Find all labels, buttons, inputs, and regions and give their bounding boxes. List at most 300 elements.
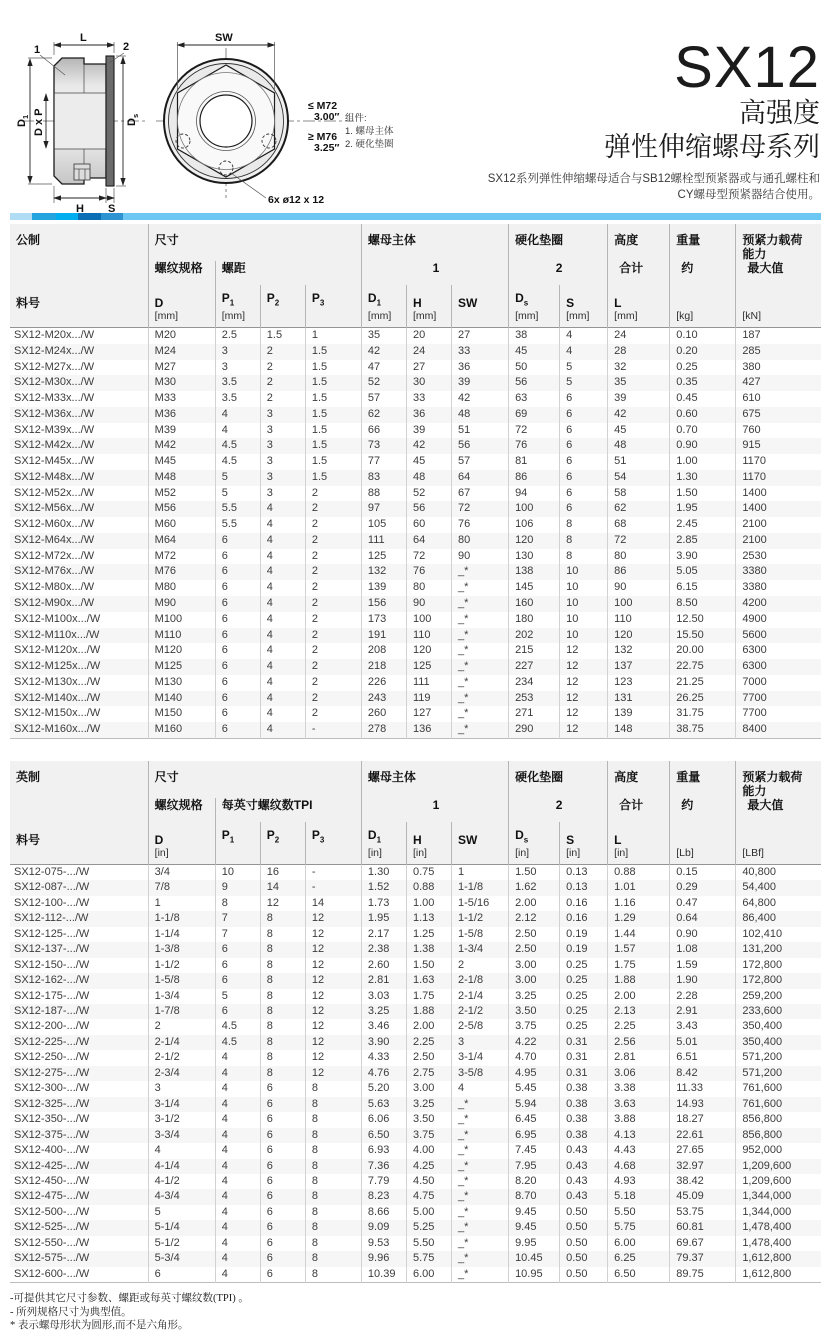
part-number-cell: SX12-M125x.../W xyxy=(14,660,101,673)
value-cell: 1.00 xyxy=(670,454,736,470)
value-cell: 76 xyxy=(452,517,509,533)
value-cell: 52 xyxy=(361,375,406,391)
part-number-cell: SX12-M120x.../W xyxy=(14,644,101,657)
table-row xyxy=(10,722,821,738)
footnote: - 所列规格尺寸为典型值。 xyxy=(10,1306,132,1318)
table-row xyxy=(10,628,821,644)
value-cell: - xyxy=(305,722,361,738)
value-cell: 3.50 xyxy=(509,1004,560,1019)
value-cell: 6 xyxy=(215,722,260,738)
value-cell: 1,344,000 xyxy=(736,1189,821,1204)
value-cell: 6300 xyxy=(736,643,821,659)
column-header: $P_1$ xyxy=(215,822,260,865)
value-cell: 86,400 xyxy=(736,911,821,926)
value-cell: 4 xyxy=(260,706,305,722)
value-cell: 20.00 xyxy=(670,643,736,659)
value-cell: 3.63 xyxy=(608,1097,670,1112)
value-cell: 42 xyxy=(361,344,406,360)
value-cell: 4 xyxy=(260,501,305,517)
value-cell: 4 xyxy=(215,1143,260,1158)
value-cell: 12 xyxy=(260,896,305,911)
value-cell: 4200 xyxy=(736,596,821,612)
table-row xyxy=(10,643,821,659)
value-cell: _* xyxy=(452,1220,509,1235)
value-cell: 4 xyxy=(560,344,608,360)
spacer-cell xyxy=(10,798,148,822)
table-row xyxy=(10,1050,821,1065)
value-cell: 47 xyxy=(361,360,406,376)
value-cell: M60 xyxy=(148,517,215,533)
value-cell: 5.05 xyxy=(670,564,736,580)
value-cell: 1170 xyxy=(736,470,821,486)
subgroup-max: 最大值 xyxy=(736,261,821,285)
value-cell: 77 xyxy=(361,454,406,470)
value-cell: _* xyxy=(452,612,509,628)
value-cell: 4-1/2 xyxy=(148,1174,215,1189)
value-cell: 172,800 xyxy=(736,958,821,973)
value-cell: M140 xyxy=(148,691,215,707)
value-cell: 0.25 xyxy=(670,360,736,376)
value-cell: 12 xyxy=(305,973,361,988)
region-label: 英制 xyxy=(10,761,148,798)
holes-label: 6x ø12 x 12 xyxy=(268,194,325,206)
value-cell: 132 xyxy=(361,564,406,580)
value-cell: 7/8 xyxy=(148,880,215,895)
table-row xyxy=(10,1128,821,1143)
value-cell: 278 xyxy=(361,722,406,738)
part-number-cell: SX12-M27x.../W xyxy=(14,360,95,373)
value-cell: 12 xyxy=(305,1035,361,1050)
part-number-cell: SX12-M90x.../W xyxy=(14,597,95,610)
value-cell: 2.60 xyxy=(361,958,406,973)
value-cell: 8.23 xyxy=(361,1189,406,1204)
value-cell: 80 xyxy=(452,533,509,549)
table-row xyxy=(10,1112,821,1127)
value-cell: 100 xyxy=(509,501,560,517)
value-cell: 110 xyxy=(608,612,670,628)
value-cell: 4 xyxy=(215,1159,260,1174)
value-cell: 127 xyxy=(406,706,451,722)
value-cell: 7000 xyxy=(736,675,821,691)
value-cell: 4.75 xyxy=(406,1189,451,1204)
value-cell: 1.5 xyxy=(305,454,361,470)
subgroup-approx: 约 xyxy=(670,798,736,822)
value-cell: 38.42 xyxy=(670,1174,736,1189)
part-number-header: 料号 xyxy=(10,822,148,865)
value-cell: 8.42 xyxy=(670,1066,736,1081)
value-cell: 5-1/4 xyxy=(148,1220,215,1235)
value-cell: 42 xyxy=(452,391,509,407)
column-header: [kg] xyxy=(670,285,736,328)
value-cell: 0.50 xyxy=(560,1236,608,1251)
value-cell: 3.90 xyxy=(361,1035,406,1050)
value-cell: _* xyxy=(452,1159,509,1174)
value-cell: 2-3/4 xyxy=(148,1066,215,1081)
table-row xyxy=(10,659,821,675)
value-cell: 1.95 xyxy=(670,501,736,517)
group-preload: 预紧力载荷能力 xyxy=(736,224,821,261)
part-number-cell: SX12-500-.../W xyxy=(14,1205,90,1218)
value-cell: 7700 xyxy=(736,706,821,722)
subgroup-body-ref: 1 xyxy=(361,261,508,285)
value-cell: _* xyxy=(452,643,509,659)
value-cell: 4 xyxy=(148,1143,215,1158)
dim-label-S: S xyxy=(108,203,116,215)
value-cell: 9.95 xyxy=(509,1236,560,1251)
value-cell: 14.93 xyxy=(670,1097,736,1112)
value-cell: 2 xyxy=(260,375,305,391)
value-cell: M90 xyxy=(148,596,215,612)
part-number-cell: SX12-075-.../W xyxy=(14,865,90,878)
value-cell: 3.00 xyxy=(406,1081,451,1096)
column-header: $D_1$ [mm] xyxy=(361,285,406,328)
value-cell: 2 xyxy=(305,628,361,644)
value-cell: 380 xyxy=(736,360,821,376)
value-cell: 1.44 xyxy=(608,927,670,942)
value-cell: 8400 xyxy=(736,722,821,738)
value-cell: 8 xyxy=(305,1112,361,1127)
value-cell: 215 xyxy=(509,643,560,659)
value-cell: 2 xyxy=(260,391,305,407)
value-cell: 1400 xyxy=(736,501,821,517)
value-cell: 1-1/2 xyxy=(452,911,509,926)
value-cell: 10 xyxy=(560,612,608,628)
footnote: -可提供其它尺寸参数、螺距或每英寸螺纹数(TPI) 。 xyxy=(10,1293,249,1305)
value-cell: 2 xyxy=(305,659,361,675)
value-cell: 6 xyxy=(148,1267,215,1283)
value-cell: 1.5 xyxy=(305,360,361,376)
column-header: $P_2$ xyxy=(260,285,305,328)
value-cell: M27 xyxy=(148,360,215,376)
value-cell: 2 xyxy=(305,564,361,580)
value-cell: 24 xyxy=(608,328,670,344)
part-number-cell: SX12-200-.../W xyxy=(14,1020,90,1033)
value-cell: 6.45 xyxy=(509,1112,560,1127)
value-cell: 89.75 xyxy=(670,1267,736,1283)
value-cell: 8 xyxy=(260,1050,305,1065)
value-cell: 760 xyxy=(736,423,821,439)
value-cell: 6 xyxy=(260,1143,305,1158)
value-cell: 56 xyxy=(509,375,560,391)
value-cell: M64 xyxy=(148,533,215,549)
value-cell: _* xyxy=(452,722,509,738)
value-cell: 8 xyxy=(305,1189,361,1204)
value-cell: 350,400 xyxy=(736,1019,821,1034)
value-cell: 36 xyxy=(452,360,509,376)
value-cell: 8 xyxy=(260,911,305,926)
table-row xyxy=(10,1097,821,1112)
value-cell: 5.50 xyxy=(608,1205,670,1220)
value-cell: 1.59 xyxy=(670,958,736,973)
region-label: 公制 xyxy=(10,224,148,261)
value-cell: 2 xyxy=(305,691,361,707)
value-cell: 0.88 xyxy=(608,864,670,880)
value-cell: 1-5/8 xyxy=(452,927,509,942)
value-cell: 1.88 xyxy=(608,973,670,988)
part-number-cell: SX12-M52x.../W xyxy=(14,486,95,499)
subgroup-pitch: 螺距 xyxy=(215,261,361,285)
value-cell: 5.94 xyxy=(509,1097,560,1112)
value-cell: 8 xyxy=(260,1004,305,1019)
table-row xyxy=(10,880,821,895)
table-row xyxy=(10,1035,821,1050)
component-legend xyxy=(345,112,394,151)
part-number-cell: SX12-M42x.../W xyxy=(14,439,95,452)
setscrew xyxy=(74,164,90,180)
value-cell: 1.5 xyxy=(305,407,361,423)
value-cell: 4.25 xyxy=(406,1159,451,1174)
table-row xyxy=(10,1205,821,1220)
column-header: $P_2$ xyxy=(260,822,305,865)
value-cell: 0.15 xyxy=(670,864,736,880)
value-cell: 7.45 xyxy=(509,1143,560,1158)
value-cell: 0.43 xyxy=(560,1159,608,1174)
value-cell: - xyxy=(305,880,361,895)
value-cell: 2 xyxy=(260,344,305,360)
value-cell: 6 xyxy=(560,423,608,439)
value-cell: 191 xyxy=(361,628,406,644)
value-cell: 3380 xyxy=(736,564,821,580)
value-cell: 156 xyxy=(361,596,406,612)
table-row xyxy=(10,864,821,880)
part-number-cell: SX12-M76x.../W xyxy=(14,565,95,578)
value-cell: 48 xyxy=(406,470,451,486)
value-cell: 4 xyxy=(260,549,305,565)
value-cell: 111 xyxy=(361,533,406,549)
value-cell: 3.03 xyxy=(361,989,406,1004)
value-cell: 4.00 xyxy=(406,1143,451,1158)
value-cell: 260 xyxy=(361,706,406,722)
value-cell: 5 xyxy=(560,360,608,376)
value-cell: 0.38 xyxy=(560,1097,608,1112)
part-number-cell: SX12-M160x.../W xyxy=(14,723,101,736)
value-cell: 4 xyxy=(560,328,608,344)
value-cell: 9.09 xyxy=(361,1220,406,1235)
value-cell: 8 xyxy=(260,1035,305,1050)
value-cell: 57 xyxy=(361,391,406,407)
dim-label-DxP: D x P xyxy=(33,108,45,136)
value-cell: 0.38 xyxy=(560,1112,608,1127)
value-cell: 4.95 xyxy=(509,1066,560,1081)
value-cell: M100 xyxy=(148,612,215,628)
value-cell: 39 xyxy=(452,375,509,391)
value-cell: 8 xyxy=(215,896,260,911)
value-cell: 2.5 xyxy=(215,328,260,344)
value-cell: 856,800 xyxy=(736,1128,821,1143)
value-cell: 0.19 xyxy=(560,927,608,942)
value-cell: 2 xyxy=(305,643,361,659)
table-row xyxy=(10,391,821,407)
dim-label-SW: SW xyxy=(215,32,233,44)
table-row xyxy=(10,1267,821,1283)
value-cell: 4 xyxy=(215,1097,260,1112)
value-cell: 4 xyxy=(260,659,305,675)
value-cell: 187 xyxy=(736,328,821,344)
value-cell: 0.60 xyxy=(670,407,736,423)
group-height: 高度 xyxy=(608,761,670,798)
value-cell: 2-1/4 xyxy=(148,1035,215,1050)
value-cell: 79.37 xyxy=(670,1251,736,1266)
value-cell: 915 xyxy=(736,438,821,454)
value-cell: 6.25 xyxy=(608,1251,670,1266)
value-cell: 8 xyxy=(305,1143,361,1158)
value-cell: 18.27 xyxy=(670,1112,736,1127)
value-cell: 4 xyxy=(260,596,305,612)
value-cell: 6 xyxy=(215,691,260,707)
value-cell: 26.25 xyxy=(670,691,736,707)
value-cell: 9.96 xyxy=(361,1251,406,1266)
value-cell: 2.75 xyxy=(406,1066,451,1081)
value-cell: 3-1/4 xyxy=(452,1050,509,1065)
table-row xyxy=(10,675,821,691)
value-cell: 2 xyxy=(305,549,361,565)
table-row xyxy=(10,533,821,549)
value-cell: 69 xyxy=(509,407,560,423)
value-cell: 5.18 xyxy=(608,1189,670,1204)
column-header: S [mm] xyxy=(560,285,608,328)
value-cell: 6 xyxy=(260,1267,305,1283)
value-cell: 5 xyxy=(560,375,608,391)
part-number-cell: SX12-M30x.../W xyxy=(14,376,95,389)
value-cell: 761,600 xyxy=(736,1097,821,1112)
value-cell: 1.5 xyxy=(305,470,361,486)
value-cell: 2.00 xyxy=(509,896,560,911)
value-cell: 35 xyxy=(608,375,670,391)
part-number-cell: SX12-375-.../W xyxy=(14,1128,90,1141)
value-cell: 1,478,400 xyxy=(736,1220,821,1235)
column-header: D [mm] xyxy=(148,285,215,328)
value-cell: 1.30 xyxy=(361,864,406,880)
value-cell: 6 xyxy=(215,564,260,580)
column-header: $D_s$ [in] xyxy=(509,822,560,865)
value-cell: 2.56 xyxy=(608,1035,670,1050)
value-cell: 6 xyxy=(260,1251,305,1266)
value-cell: 4 xyxy=(260,580,305,596)
value-cell: _* xyxy=(452,628,509,644)
group-weight: 重量 xyxy=(670,761,736,798)
callout-1: 1 xyxy=(34,44,41,56)
value-cell: 72 xyxy=(406,549,451,565)
value-cell: 8 xyxy=(305,1081,361,1096)
subgroup-total: 合计 xyxy=(608,261,670,285)
value-cell: 0.16 xyxy=(560,911,608,926)
value-cell: 6 xyxy=(260,1236,305,1251)
value-cell: 0.25 xyxy=(560,989,608,1004)
table-row xyxy=(10,612,821,628)
value-cell: 12 xyxy=(560,691,608,707)
value-cell: 10 xyxy=(215,864,260,880)
metric-table xyxy=(10,224,821,739)
table-row xyxy=(10,564,821,580)
value-cell: 6 xyxy=(215,596,260,612)
value-cell: 8.50 xyxy=(670,596,736,612)
value-cell: 4 xyxy=(215,1174,260,1189)
part-number-cell: SX12-150-.../W xyxy=(14,958,90,971)
value-cell: 27 xyxy=(452,328,509,344)
value-cell: 136 xyxy=(406,722,451,738)
value-cell: 3.43 xyxy=(670,1019,736,1034)
value-cell: 3-5/8 xyxy=(452,1066,509,1081)
value-cell: 0.50 xyxy=(560,1251,608,1266)
dim-label-Ds: $D_s$ xyxy=(126,113,140,126)
value-cell: 172,800 xyxy=(736,973,821,988)
value-cell: 0.13 xyxy=(560,880,608,895)
part-number-cell: SX12-M150x.../W xyxy=(14,707,101,720)
value-cell: 58 xyxy=(608,486,670,502)
value-cell: 2 xyxy=(305,517,361,533)
value-cell: 2.17 xyxy=(361,927,406,942)
value-cell: 1.25 xyxy=(406,927,451,942)
value-cell: 218 xyxy=(361,659,406,675)
value-cell: 6.51 xyxy=(670,1050,736,1065)
table-row xyxy=(10,1251,821,1266)
value-cell: 0.70 xyxy=(670,423,736,439)
value-cell: _* xyxy=(452,691,509,707)
value-cell: M30 xyxy=(148,375,215,391)
value-cell: 1 xyxy=(452,864,509,880)
value-cell: 233,600 xyxy=(736,1004,821,1019)
value-cell: 5.50 xyxy=(406,1236,451,1251)
value-cell: 2.00 xyxy=(406,1019,451,1034)
hardened-washer-section xyxy=(106,56,114,186)
value-cell: 5.75 xyxy=(608,1220,670,1235)
value-cell: 139 xyxy=(361,580,406,596)
value-cell: 8.20 xyxy=(509,1174,560,1189)
value-cell: 4.68 xyxy=(608,1159,670,1174)
value-cell: 0.16 xyxy=(560,896,608,911)
value-cell: 8 xyxy=(260,1066,305,1081)
value-cell: 39 xyxy=(406,423,451,439)
value-cell: 12 xyxy=(560,706,608,722)
value-cell: 208 xyxy=(361,643,406,659)
value-cell: 105 xyxy=(361,517,406,533)
value-cell: M130 xyxy=(148,675,215,691)
value-cell: 6 xyxy=(560,438,608,454)
column-header: [Lb] xyxy=(670,822,736,865)
value-cell: 3.38 xyxy=(608,1081,670,1096)
value-cell: 3.75 xyxy=(406,1128,451,1143)
value-cell: 5 xyxy=(215,486,260,502)
legend-item-nut-body: 1. 螺母主体 xyxy=(345,126,394,137)
value-cell: M42 xyxy=(148,438,215,454)
value-cell: 6 xyxy=(215,659,260,675)
value-cell: 68 xyxy=(608,517,670,533)
value-cell: M110 xyxy=(148,628,215,644)
value-cell: 1.75 xyxy=(406,989,451,1004)
value-cell: 243 xyxy=(361,691,406,707)
value-cell: 6 xyxy=(215,958,260,973)
value-cell: 571,200 xyxy=(736,1050,821,1065)
value-cell: _* xyxy=(452,1251,509,1266)
value-cell: 123 xyxy=(608,675,670,691)
table-row xyxy=(10,706,821,722)
value-cell: 32 xyxy=(608,360,670,376)
value-cell: M80 xyxy=(148,580,215,596)
value-cell: 60.81 xyxy=(670,1220,736,1235)
value-cell: M33 xyxy=(148,391,215,407)
value-cell: 64,800 xyxy=(736,896,821,911)
part-number-cell: SX12-M56x.../W xyxy=(14,502,95,515)
value-cell: 2 xyxy=(305,501,361,517)
value-cell: 2.81 xyxy=(608,1050,670,1065)
value-cell: 5.5 xyxy=(215,517,260,533)
value-cell: 6 xyxy=(260,1081,305,1096)
value-cell: 72 xyxy=(608,533,670,549)
value-cell: _* xyxy=(452,1143,509,1158)
table-row xyxy=(10,1143,821,1158)
value-cell: M36 xyxy=(148,407,215,423)
part-number-cell: SX12-187-.../W xyxy=(14,1004,90,1017)
